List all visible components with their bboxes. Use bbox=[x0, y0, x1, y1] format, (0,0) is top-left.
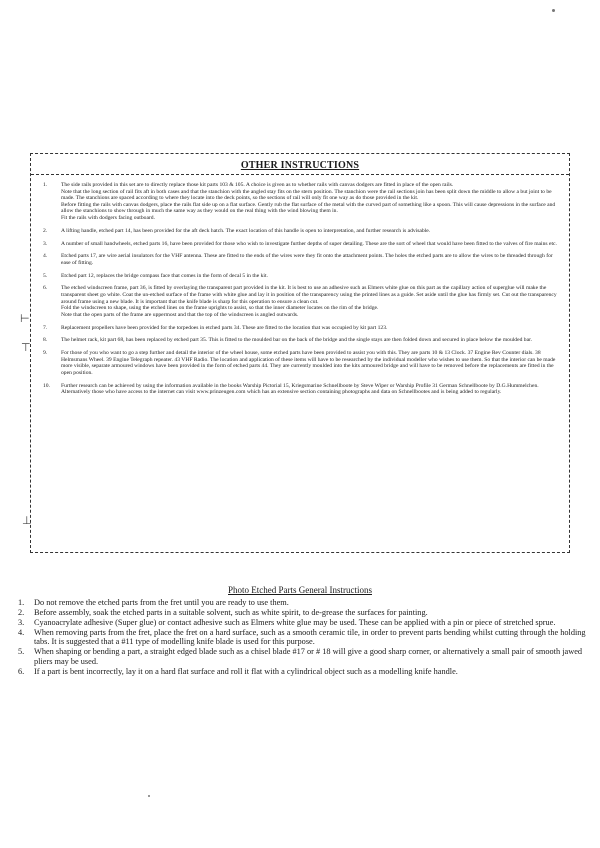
item-number: 5. bbox=[18, 647, 25, 657]
item-text: Further research can be achieved by using the information available in the books Warship Pictorial 15, Kriegsmarine Schnellboote by Steve Wiper or Warship Profile 31 German Schnellboote by D.G.Hummelchen. Alternatively those who have access to the internet can visit www.prinzeugen.com which has an extensive section containing photographs and data on Schnellbootes and is being added to regularly. bbox=[61, 382, 539, 396]
item-number: 9. bbox=[43, 350, 48, 357]
list-item bbox=[18, 628, 588, 647]
item-text: Replacement propellers have been provided for the torpedoes in etched parts 34. These are fitted to the location that was occupied by kit part 123. bbox=[61, 324, 388, 331]
item-text: The side rails provided in this set are to directly replace those kit parts 103 & 105. A choice is given as to whether rails with canvas dodgers are fitted in place of the open rails. Note that the long section of rail fits aft in both cases and that the stanchion with the angled stay fits on the stern position. The stanchion were the rail sections join has been split down the middle to allow a but joint to be made. The stanchions are spaced according to where they locate into the deck points, so the sections of rail will only fit one way as do those provided in the kit. Before fitting the rails with canvas dodgers, place the rails flat side up on a flat surface. Gently rub the flat surface of the metal with the curved part of something like a spoon. This will cause depressions in the surface and allow the stanchions to show through in much the same way as they would on the real thing with the wind blowing them in. Fit the rails with dodgers facing outboard. bbox=[61, 182, 556, 221]
list-item bbox=[18, 647, 588, 666]
item-number: 2. bbox=[43, 227, 48, 234]
item-text: A lifting handle, etched part 14, has been provided for the aft deck hatch. The exact location of this handle is open to interpretation, and further research is advisable. bbox=[61, 227, 431, 234]
item-text: If a part is bent incorrectly, lay it on a hard flat surface and roll it flat with a cylindrical object such as a modelling knife handle. bbox=[34, 666, 458, 676]
list-item bbox=[37, 182, 559, 222]
item-number: 4. bbox=[43, 253, 48, 260]
item-number: 6. bbox=[18, 666, 25, 676]
list-item bbox=[18, 667, 588, 676]
item-text: Etched parts 17, are wire aerial insulators for the VHF antenna. These are fitted to the ends of the wires were they fit onto the attachment points. The holes the etched parts are to allow the wires to be threaded through for ease of fitting. bbox=[61, 253, 553, 266]
title-divider bbox=[31, 174, 569, 175]
item-number: 3. bbox=[43, 240, 48, 247]
list-item bbox=[37, 383, 559, 396]
item-number: 7. bbox=[43, 324, 48, 331]
list-item bbox=[37, 253, 559, 266]
item-text: When removing parts from the fret, place the fret on a hard surface, such as a smooth ceramic tile, in order to prevent parts bending whilst cutting through the holding tabs. It is suggested that a #11 type of modelling knife blade is used for this purpose. bbox=[34, 628, 586, 647]
item-text: For those of you who want to go a step further and detail the interior of the wheel house, some etched parts have been provided to assist you with this. They are parts 10 & 13 Clock. 37 Engine Rev Counter dials. 38 Helmsmans Wheel. 39 Engine Telegraph repeater. 43 VHF Radio. The location and application of these items will have to be researched by the individual modeller who wishes to use them. So that the interior can be made more visible, separate armoured windows have been provided in the form of etched parts 44. They are currently moulded into the kits armoured bridge and will have to be removed before the replacements are fitted in the open position. bbox=[61, 350, 556, 376]
general-instruction-list bbox=[18, 598, 588, 677]
margin-tick-icon: ⊢ bbox=[20, 312, 30, 325]
list-item bbox=[37, 350, 559, 376]
item-text: Etched part 12, replaces the bridge compass face that comes in the form of decal 5 in the kit. bbox=[61, 272, 268, 279]
item-number: 1. bbox=[43, 182, 48, 188]
list-item bbox=[18, 608, 588, 617]
scan-speck bbox=[552, 9, 555, 12]
item-text: Before assembly, soak the etched parts in a suitable solvent, such as white spirit, to de-grease the surfaces for painting. bbox=[34, 608, 428, 617]
item-number: 1. bbox=[18, 598, 25, 607]
item-number: 3. bbox=[18, 618, 25, 627]
margin-tick-icon: ⊤ bbox=[21, 341, 31, 354]
list-item bbox=[18, 598, 588, 607]
item-text: The etched windscreen frame, part 36, is fitted by overlaying the transparent part provided in the kit. It is best to use an adhesive such as Elmers white glue on this part as the capillary action of superglue will make the transparent sheet go white. Coat the un-etched surface of the frame with white glue and lay it in position of the transparency using the printed lines as a guide. Set aside until the glue has firmly set. Cut out the transparency around frame using a new blade. It is important that the knife blade is sharp for this operation to ensure a clean cut. Fold the windscreen to shape, using the etched lines on the frame uprights to assist, so that the inner diameter locates on the rim of the bridge. Note that the open parts of the frame are uppermost and that the top of the windscreen is angled outwards. bbox=[61, 285, 557, 318]
other-instructions-box bbox=[30, 153, 570, 553]
scan-speck bbox=[148, 795, 150, 797]
photo-etched-title: Photo Etched Parts General Instructions bbox=[228, 585, 372, 595]
item-text: When shaping or bending a part, a straight edged blade such as a chisel blade #17 or # 18 will give a good sharp corner, or alternatively a small pair of smooth jawed pliers may be used. bbox=[34, 647, 583, 666]
margin-tick-icon: ⊥ bbox=[22, 514, 32, 527]
list-item bbox=[37, 241, 559, 248]
list-item bbox=[37, 273, 559, 280]
instruction-list bbox=[37, 182, 559, 402]
item-number: 5. bbox=[43, 272, 48, 279]
item-number: 4. bbox=[18, 628, 25, 637]
list-item bbox=[37, 325, 559, 332]
item-text: Cyanoacrylate adhesive (Super glue) or contact adhesive such as Elmers white glue may be used. These can be applied with a pin or piece of stretched sprue. bbox=[34, 618, 556, 627]
list-item bbox=[18, 618, 588, 627]
list-item bbox=[37, 285, 559, 318]
item-text: A number of small handwheels, etched parts 16, have been provided for those who wish to investigate further depths of super detailing. These are the sort of wheel that would have been fitted to the valves of fire mains etc. bbox=[61, 240, 557, 247]
item-number: 6. bbox=[43, 285, 48, 292]
item-number: 2. bbox=[18, 608, 25, 617]
item-text: The helmet rack, kit part 68, has been replaced by etched part 35. This is fitted to the moulded bar on the back of the bridge and the single stays are then folded down and secured in place below the moulded bar. bbox=[61, 337, 533, 344]
item-number: 8. bbox=[43, 337, 48, 344]
list-item bbox=[37, 337, 559, 344]
item-number: 10. bbox=[43, 382, 50, 389]
list-item bbox=[37, 228, 559, 235]
other-instructions-title: OTHER INSTRUCTIONS bbox=[240, 160, 360, 171]
item-text: Do not remove the etched parts from the fret until you are ready to use them. bbox=[34, 598, 289, 607]
